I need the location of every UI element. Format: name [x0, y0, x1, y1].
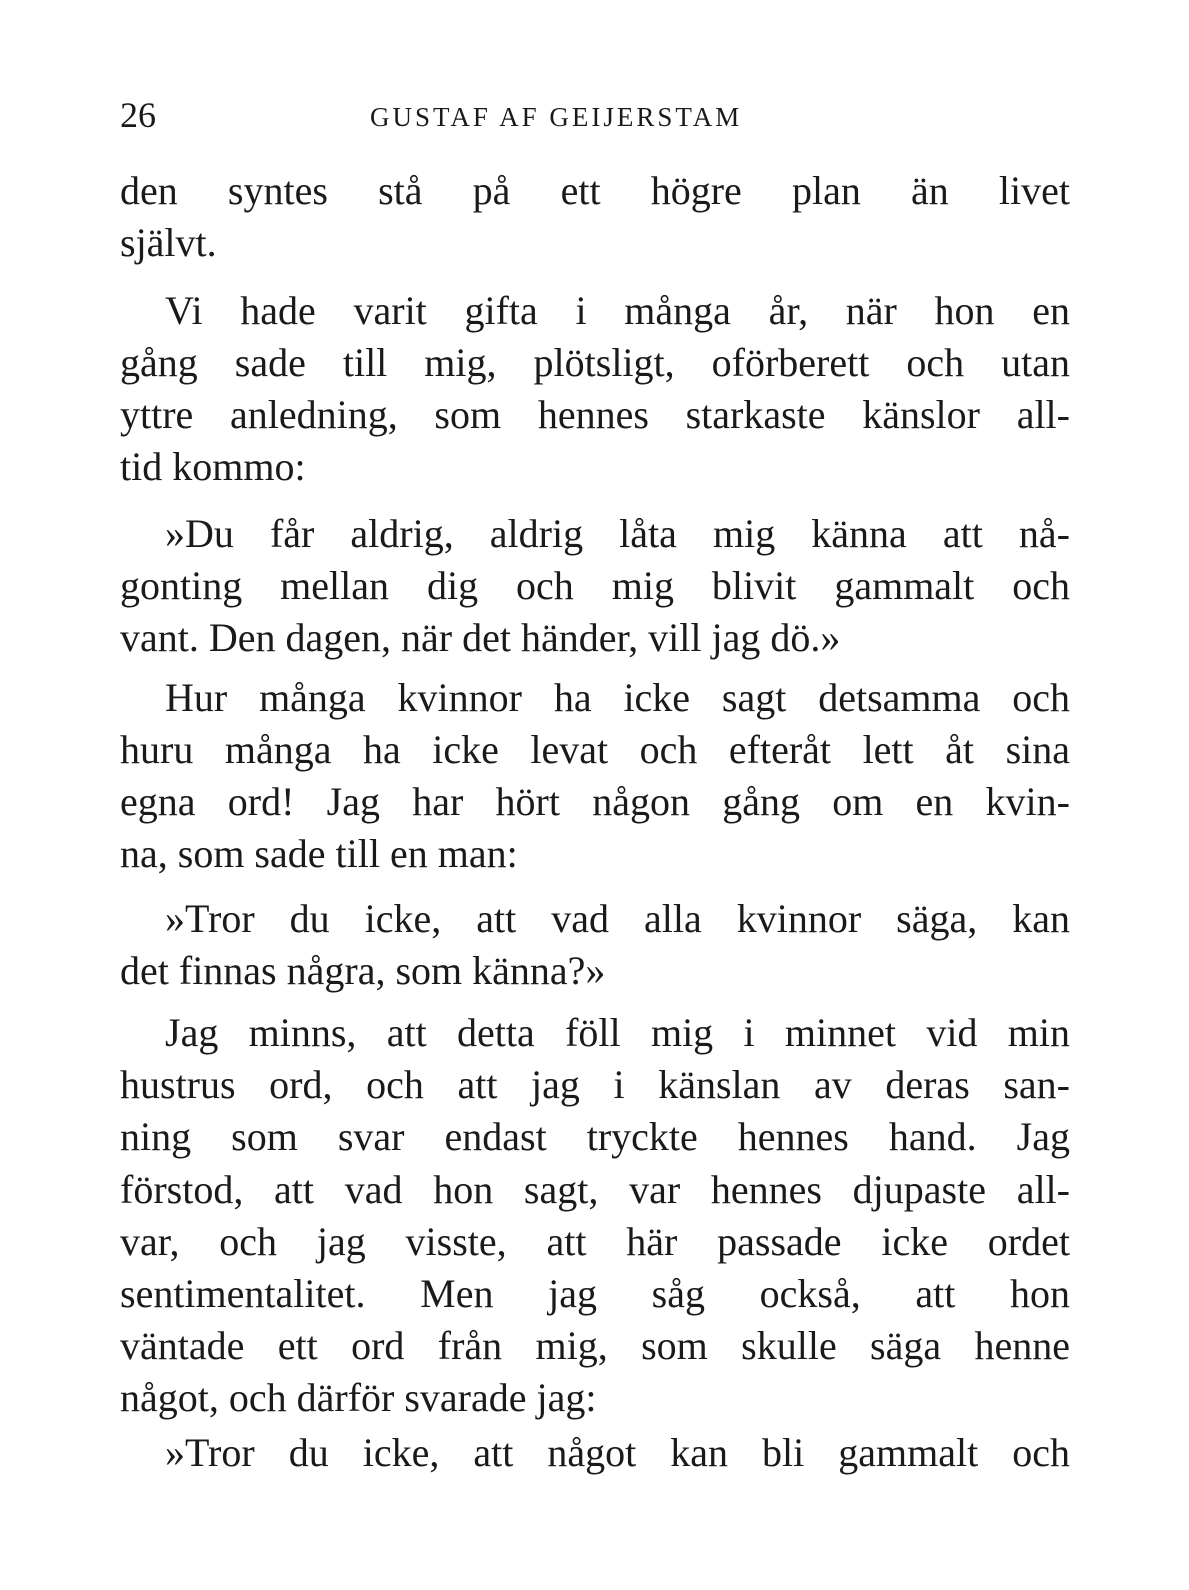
text-line: sentimentalitet. Men jag såg också, att hon	[120, 1271, 1070, 1316]
text-line: Jag minns, att detta föll mig i minnet vid min	[165, 1010, 1070, 1055]
text-line: den syntes stå på ett högre plan än livet	[120, 168, 1070, 213]
text-line: var, och jag visste, att här passade icke ordet	[120, 1219, 1070, 1264]
text-line: gonting mellan dig och mig blivit gammalt och	[120, 563, 1070, 608]
text-line: tid kommo:	[120, 444, 306, 489]
text-line: yttre anledning, som hennes starkaste känslor all-	[120, 392, 1070, 437]
page-number: 26	[120, 95, 156, 135]
text-line: huru många ha icke levat och efteråt lett åt sina	[120, 727, 1070, 772]
page-header	[120, 95, 1070, 135]
text-line: »Tror du icke, att vad alla kvinnor säga, kan	[165, 896, 1070, 941]
text-line: »Tror du icke, att något kan bli gammalt och	[165, 1430, 1070, 1475]
text-line: ning som svar endast tryckte hennes hand. Jag	[120, 1114, 1070, 1159]
text-line: väntade ett ord från mig, som skulle säga henne	[120, 1323, 1070, 1368]
text-line: något, och därför svarade jag:	[120, 1375, 597, 1420]
text-line: hustrus ord, och att jag i känslan av deras san-	[120, 1062, 1070, 1107]
text-line: förstod, att vad hon sagt, var hennes djupaste all-	[120, 1167, 1070, 1212]
text-line: »Du får aldrig, aldrig låta mig känna att nå-	[165, 511, 1070, 556]
text-line: det finnas några, som känna?»	[120, 948, 606, 993]
text-line: vant. Den dagen, när det händer, vill jag dö.»	[120, 615, 841, 660]
text-line: egna ord! Jag har hört någon gång om en kvin-	[120, 779, 1070, 824]
running-head: GUSTAF AF GEIJERSTAM	[370, 102, 743, 132]
text-line: självt.	[120, 220, 217, 265]
text-line: Hur många kvinnor ha icke sagt detsamma och	[165, 675, 1070, 720]
text-line: na, som sade till en man:	[120, 831, 518, 876]
text-line: gång sade till mig, plötsligt, oförberett och utan	[120, 340, 1070, 385]
text-line: Vi hade varit gifta i många år, när hon en	[165, 288, 1070, 333]
